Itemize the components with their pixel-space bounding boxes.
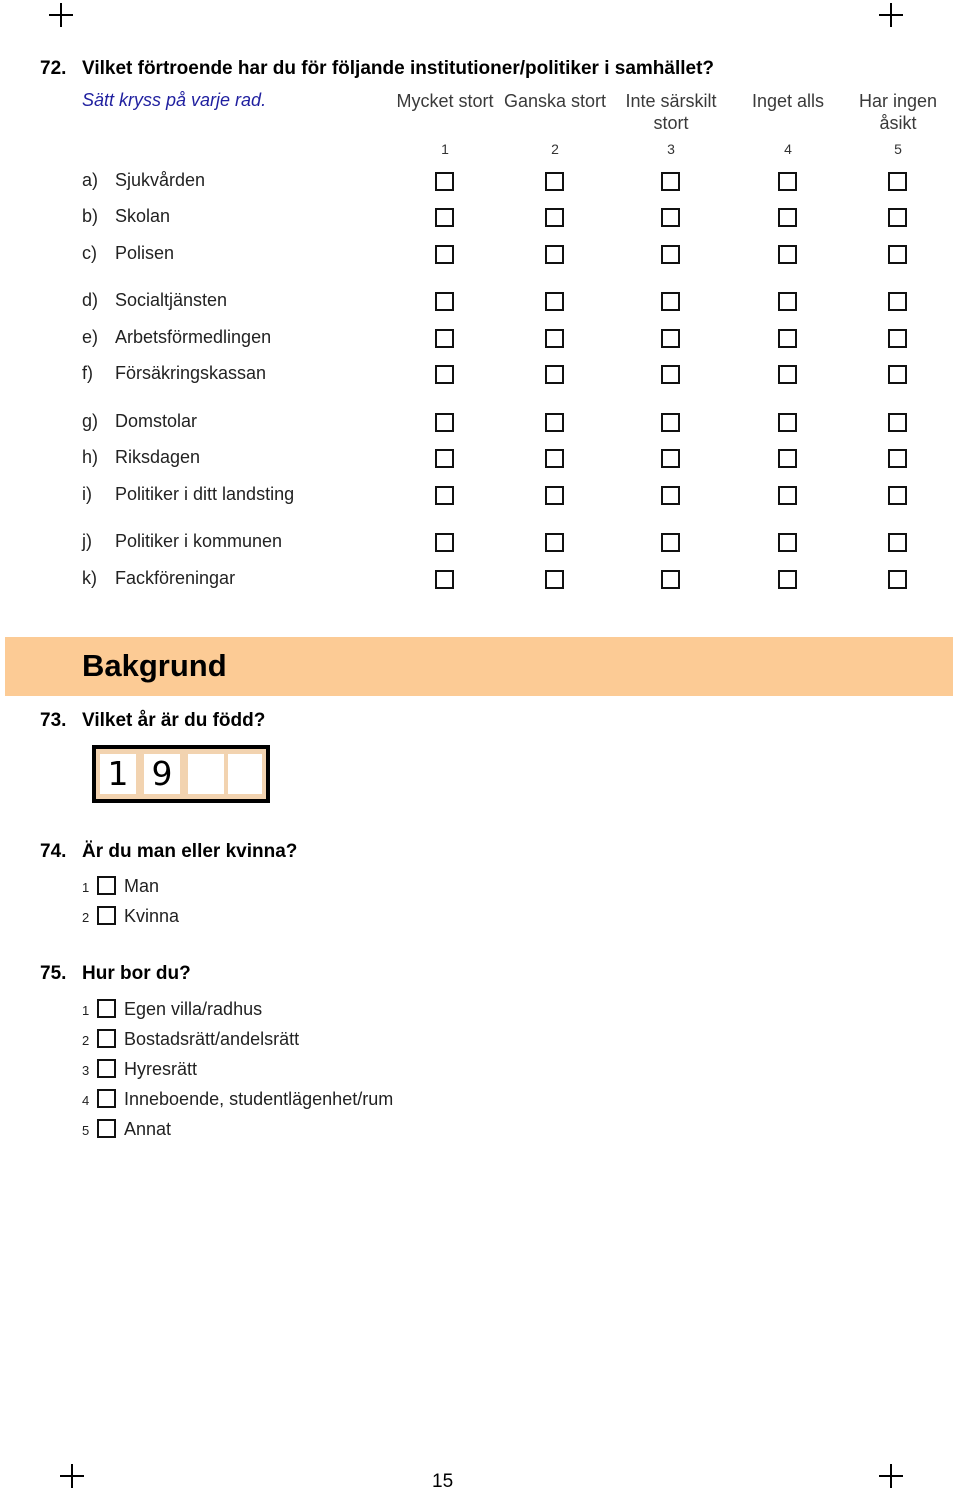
rating-checkbox[interactable] (888, 245, 907, 264)
column-header: Ganska stort (503, 91, 607, 111)
rating-checkbox[interactable] (778, 570, 797, 589)
question-text: Vilket förtroende har du för följande institutioner/politiker i samhället? (82, 58, 715, 79)
rating-checkbox[interactable] (435, 413, 454, 432)
rating-checkbox[interactable] (661, 329, 680, 348)
rating-checkbox[interactable] (545, 533, 564, 552)
option-label: Bostadsrätt/andelsrätt (124, 1029, 300, 1049)
option-code: 3 (82, 1063, 90, 1078)
row-letter: f) (82, 363, 93, 383)
rating-checkbox[interactable] (888, 449, 907, 468)
row-text: Försäkringskassan (115, 363, 267, 383)
option-code: 2 (82, 910, 90, 925)
rating-checkbox[interactable] (661, 365, 680, 384)
row-letter: j) (82, 531, 92, 551)
option-label: Kvinna (124, 906, 180, 926)
row-letter: e) (82, 327, 99, 347)
column-header: Mycket stort (396, 91, 494, 111)
year-digit-2[interactable]: 9 (144, 754, 180, 794)
question-number: 73. (40, 710, 67, 731)
rating-checkbox[interactable] (661, 533, 680, 552)
option-label: Inneboende, studentlägenhet/rum (124, 1089, 394, 1109)
column-code: 3 (667, 141, 675, 157)
rating-checkbox[interactable] (778, 329, 797, 348)
question-73-title (40, 710, 265, 732)
rating-checkbox[interactable] (888, 365, 907, 384)
rating-checkbox[interactable] (435, 245, 454, 264)
instruction-text: Sätt kryss på varje rad. (82, 90, 267, 110)
page-number: 15 (432, 1471, 454, 1492)
column-code: 5 (894, 141, 902, 157)
row-text: Riksdagen (115, 447, 201, 467)
rating-checkbox[interactable] (888, 413, 907, 432)
rating-row-label (82, 327, 271, 348)
rating-checkbox[interactable] (888, 533, 907, 552)
rating-checkbox[interactable] (661, 486, 680, 505)
question-number: 75. (40, 963, 67, 984)
column-header: Inget alls (751, 91, 825, 111)
row-text: Polisen (115, 243, 175, 263)
rating-checkbox[interactable] (435, 449, 454, 468)
rating-checkbox[interactable] (545, 449, 564, 468)
rating-row-label (82, 411, 197, 432)
row-letter: h) (82, 447, 99, 467)
rating-checkbox[interactable] (435, 365, 454, 384)
rating-checkbox[interactable] (545, 413, 564, 432)
option-checkbox[interactable] (97, 999, 116, 1018)
option-checkbox[interactable] (97, 1029, 116, 1048)
question-75-title (40, 963, 191, 985)
column-code: 4 (784, 141, 792, 157)
rating-checkbox[interactable] (778, 292, 797, 311)
rating-checkbox[interactable] (778, 365, 797, 384)
rating-checkbox[interactable] (545, 172, 564, 191)
row-letter: a) (82, 170, 99, 190)
row-text: Domstolar (115, 411, 198, 431)
row-text: Skolan (115, 206, 171, 226)
rating-checkbox[interactable] (778, 486, 797, 505)
rating-checkbox[interactable] (435, 329, 454, 348)
rating-checkbox[interactable] (778, 245, 797, 264)
rating-checkbox[interactable] (661, 570, 680, 589)
option-checkbox[interactable] (97, 1119, 116, 1138)
rating-row-label (82, 290, 227, 311)
rating-checkbox[interactable] (545, 365, 564, 384)
row-text: Politiker i kommunen (115, 531, 283, 551)
rating-checkbox[interactable] (435, 570, 454, 589)
question-number: 74. (40, 841, 67, 862)
registration-mark-bottom-right (879, 1464, 903, 1488)
row-text: Arbetsförmedlingen (115, 327, 272, 347)
option-code: 5 (82, 1123, 90, 1138)
rating-checkbox[interactable] (435, 533, 454, 552)
rating-row-label (82, 363, 266, 384)
rating-checkbox[interactable] (545, 486, 564, 505)
question-74-title (40, 841, 297, 863)
rating-checkbox[interactable] (888, 208, 907, 227)
question-text: Är du man eller kvinna? (82, 841, 298, 862)
year-digit-1[interactable]: 1 (100, 754, 136, 794)
option-checkbox[interactable] (97, 876, 116, 895)
option-code: 1 (82, 1003, 90, 1018)
rating-row-label (82, 170, 205, 191)
option-checkbox[interactable] (97, 1059, 116, 1078)
rating-row-label (82, 447, 200, 468)
birth-year-field (92, 745, 270, 803)
row-text: Socialtjänsten (115, 290, 228, 310)
question-text: Vilket år är du född? (82, 710, 266, 731)
rating-checkbox[interactable] (435, 172, 454, 191)
rating-checkbox[interactable] (888, 486, 907, 505)
rating-checkbox[interactable] (778, 208, 797, 227)
row-letter: k) (82, 568, 97, 588)
option-code: 4 (82, 1093, 90, 1108)
column-header: Inte särskilt stort (625, 91, 717, 133)
question-number: 72. (40, 58, 67, 79)
option-label: Annat (124, 1119, 172, 1139)
year-digit-3[interactable] (188, 754, 224, 794)
rating-checkbox[interactable] (545, 208, 564, 227)
rating-checkbox[interactable] (661, 245, 680, 264)
option-label: Man (124, 876, 160, 896)
option-code: 2 (82, 1033, 90, 1048)
rating-checkbox[interactable] (545, 570, 564, 589)
option-checkbox[interactable] (97, 1089, 116, 1108)
rating-row-label (82, 568, 235, 589)
row-text: Sjukvården (115, 170, 206, 190)
rating-checkbox[interactable] (778, 413, 797, 432)
rating-checkbox[interactable] (888, 292, 907, 311)
rating-checkbox[interactable] (435, 486, 454, 505)
rating-checkbox[interactable] (545, 329, 564, 348)
registration-mark-bottom-left (60, 1464, 84, 1488)
question-72-title (40, 58, 714, 80)
rating-checkbox[interactable] (661, 292, 680, 311)
rating-checkbox[interactable] (435, 208, 454, 227)
rating-checkbox[interactable] (661, 449, 680, 468)
section-title: Bakgrund (82, 648, 227, 683)
row-letter: b) (82, 206, 99, 226)
row-letter: c) (82, 243, 97, 263)
rating-checkbox[interactable] (888, 172, 907, 191)
column-header: Har ingen åsikt (858, 91, 938, 133)
rating-checkbox[interactable] (778, 449, 797, 468)
rating-checkbox[interactable] (545, 292, 564, 311)
rating-checkbox[interactable] (435, 292, 454, 311)
rating-checkbox[interactable] (661, 172, 680, 191)
column-code: 2 (551, 141, 559, 157)
rating-checkbox[interactable] (888, 329, 907, 348)
rating-checkbox[interactable] (778, 172, 797, 191)
rating-checkbox[interactable] (778, 533, 797, 552)
rating-row-label (82, 531, 282, 552)
rating-row-label (82, 484, 294, 505)
rating-checkbox[interactable] (661, 413, 680, 432)
question-text: Hur bor du? (82, 963, 191, 984)
row-letter: d) (82, 290, 99, 310)
row-letter: g) (82, 411, 99, 431)
registration-mark-top-right (879, 3, 903, 27)
rating-row-label (82, 243, 174, 264)
row-text: Fackföreningar (115, 568, 236, 588)
option-label: Egen villa/radhus (124, 999, 263, 1019)
option-label: Hyresrätt (124, 1059, 198, 1079)
rating-checkbox[interactable] (888, 570, 907, 589)
option-checkbox[interactable] (97, 906, 116, 925)
column-code: 1 (441, 141, 449, 157)
registration-mark-top-left (49, 3, 73, 27)
rating-checkbox[interactable] (661, 208, 680, 227)
rating-checkbox[interactable] (545, 245, 564, 264)
year-digit-4[interactable] (228, 754, 262, 794)
rating-row-label (82, 206, 170, 227)
option-code: 1 (82, 880, 90, 895)
row-text: Politiker i ditt landsting (115, 484, 295, 504)
row-letter: i) (82, 484, 92, 504)
